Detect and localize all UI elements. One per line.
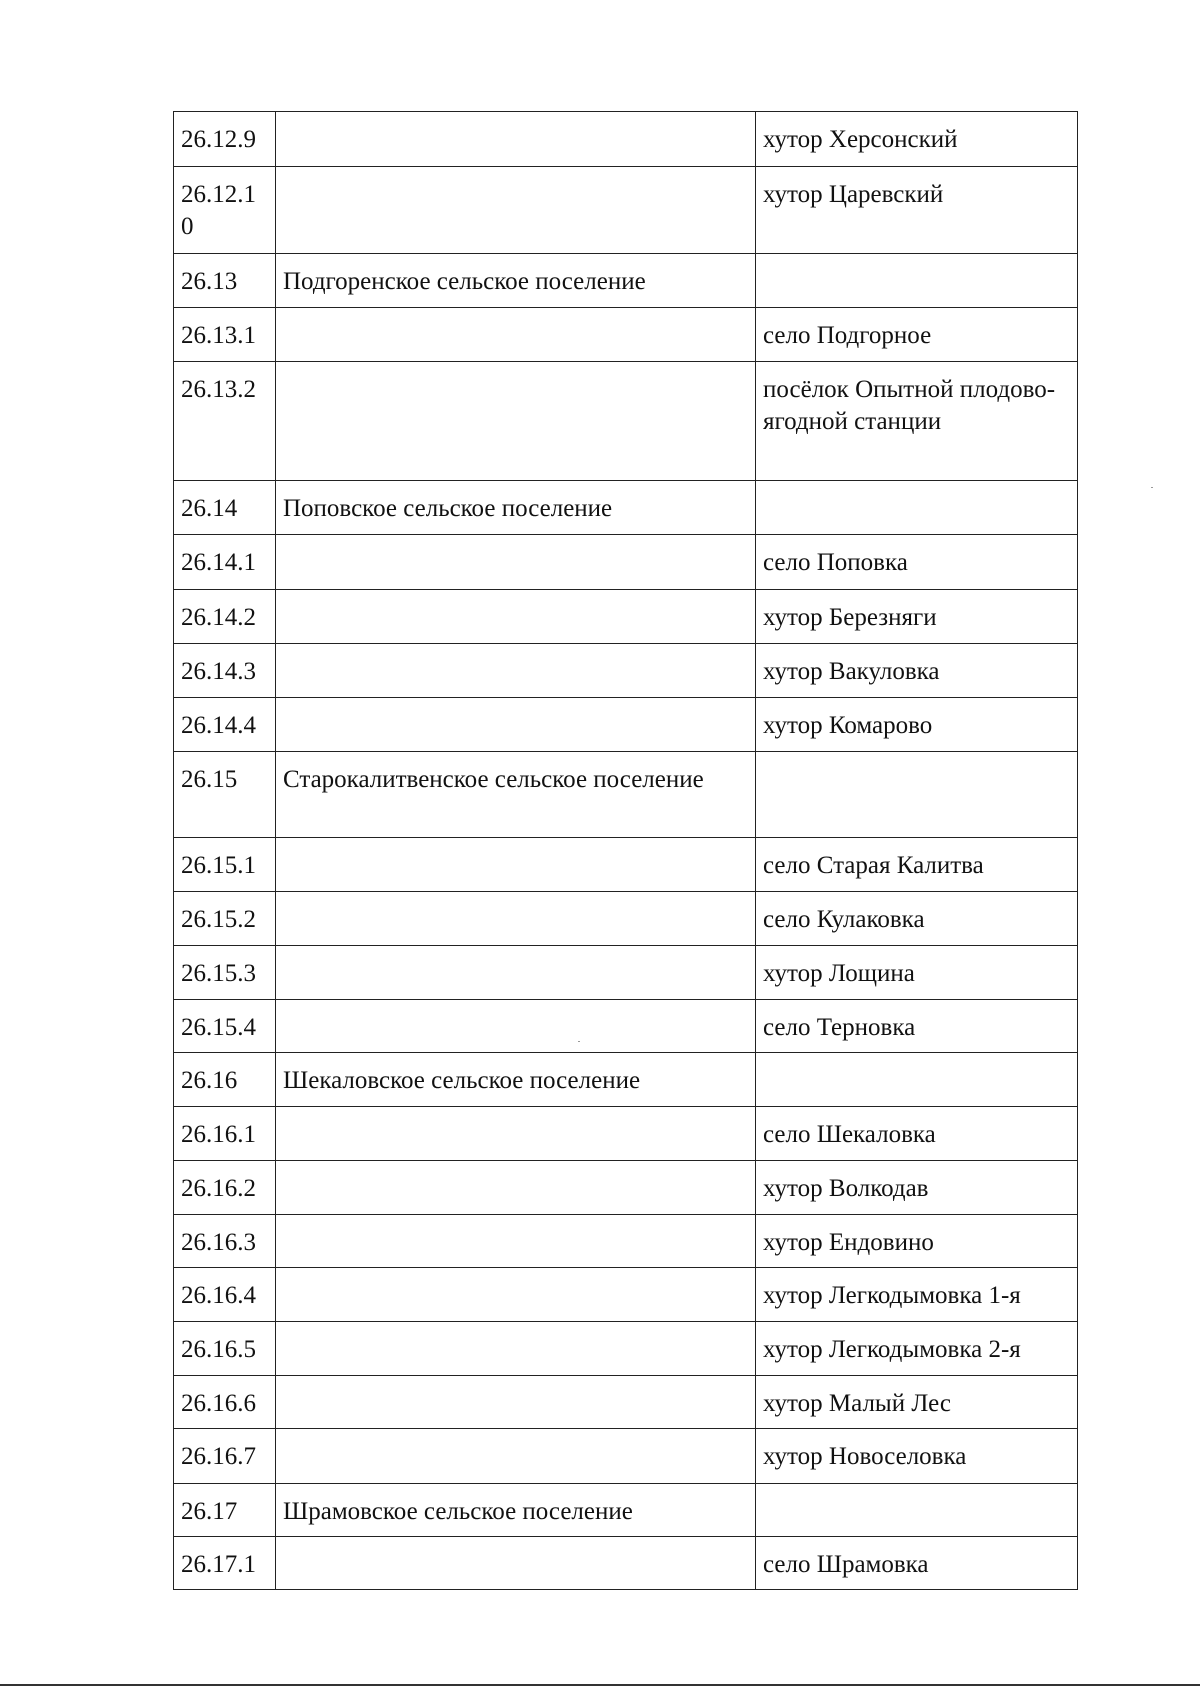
locality-name-cell: хутор Березняги [756, 590, 1078, 644]
table-body [174, 112, 1078, 1590]
locality-name-cell: село Шекаловка [756, 1107, 1078, 1161]
settlement-name-cell [276, 1429, 756, 1484]
row-number-cell: 26.14.1 [174, 535, 276, 590]
table-row [174, 838, 1078, 892]
settlement-name-cell: Шрамовское сельское поселение [276, 1484, 756, 1537]
settlements-table [173, 111, 1078, 1590]
locality-name-cell: хутор Легкодымовка 2-я [756, 1322, 1078, 1376]
locality-name-cell: село Подгорное [756, 308, 1078, 362]
locality-name-cell: хутор Комарово [756, 698, 1078, 752]
table-row [174, 1484, 1078, 1537]
locality-name-cell: хутор Херсонский [756, 112, 1078, 167]
row-number-cell: 26.15.4 [174, 1000, 276, 1053]
settlement-name-cell [276, 590, 756, 644]
table-row [174, 892, 1078, 946]
row-number-cell: 26.13.2 [174, 362, 276, 481]
settlement-name-cell [276, 644, 756, 698]
locality-name-cell: село Терновка [756, 1000, 1078, 1053]
table-row [174, 1000, 1078, 1053]
table-row [174, 752, 1078, 838]
row-number-cell: 26.13.1 [174, 308, 276, 362]
row-number-cell: 26.12.1 0 [174, 167, 276, 254]
settlement-name-cell [276, 362, 756, 481]
row-number-cell: 26.16 [174, 1053, 276, 1107]
locality-name-cell: хутор Новоселовка [756, 1429, 1078, 1484]
locality-name-cell [756, 254, 1078, 308]
row-number-cell: 26.16.6 [174, 1376, 276, 1429]
table-row [174, 590, 1078, 644]
row-number-cell: 26.16.7 [174, 1429, 276, 1484]
table-row [174, 1376, 1078, 1429]
table-row [174, 1322, 1078, 1376]
table-row [174, 362, 1078, 481]
row-number-cell: 26.15.2 [174, 892, 276, 946]
table-row [174, 1161, 1078, 1215]
row-number-cell: 26.14.3 [174, 644, 276, 698]
settlement-name-cell [276, 1215, 756, 1268]
page-bottom-rule [0, 1684, 1200, 1686]
settlement-name-cell [276, 308, 756, 362]
table-row [174, 644, 1078, 698]
row-number-cell: 26.16.3 [174, 1215, 276, 1268]
locality-name-cell: хутор Волкодав [756, 1161, 1078, 1215]
settlement-name-cell [276, 946, 756, 1000]
row-number-cell: 26.16.4 [174, 1268, 276, 1322]
locality-name-cell: хутор Вакуловка [756, 644, 1078, 698]
table-row [174, 1429, 1078, 1484]
settlement-name-cell [276, 1537, 756, 1590]
table-row [174, 112, 1078, 167]
row-number-cell: 26.14.4 [174, 698, 276, 752]
row-number-cell: 26.16.5 [174, 1322, 276, 1376]
row-number-cell: 26.15.3 [174, 946, 276, 1000]
table-row [174, 698, 1078, 752]
table-row [174, 1053, 1078, 1107]
settlement-name-cell [276, 1376, 756, 1429]
locality-name-cell: хутор Легкодымовка 1-я [756, 1268, 1078, 1322]
locality-name-cell: село Поповка [756, 535, 1078, 590]
locality-name-cell: село Кулаковка [756, 892, 1078, 946]
locality-name-cell: хутор Лощина [756, 946, 1078, 1000]
row-number-cell: 26.12.9 [174, 112, 276, 167]
table-row [174, 1215, 1078, 1268]
row-number-cell: 26.16.2 [174, 1161, 276, 1215]
settlement-name-cell [276, 1107, 756, 1161]
table-row [174, 1268, 1078, 1322]
settlement-name-cell [276, 1161, 756, 1215]
locality-name-cell: хутор Ендовино [756, 1215, 1078, 1268]
row-number-cell: 26.14 [174, 481, 276, 535]
settlement-name-cell: Старокалитвенское сельское поселение [276, 752, 756, 838]
settlement-name-cell: Подгоренское сельское поселение [276, 254, 756, 308]
table-row [174, 1107, 1078, 1161]
table-row [174, 946, 1078, 1000]
locality-name-cell: хутор Царевский [756, 167, 1078, 254]
locality-name-cell: село Шрамовка [756, 1537, 1078, 1590]
settlement-name-cell [276, 1268, 756, 1322]
settlement-name-cell [276, 1000, 756, 1053]
table-row [174, 535, 1078, 590]
locality-name-cell [756, 1053, 1078, 1107]
row-number-cell: 26.16.1 [174, 1107, 276, 1161]
locality-name-cell: село Старая Калитва [756, 838, 1078, 892]
locality-name-cell [756, 481, 1078, 535]
row-number-cell: 26.17.1 [174, 1537, 276, 1590]
table-row [174, 254, 1078, 308]
locality-name-cell: посёлок Опытной плодово-ягодной станции [756, 362, 1078, 481]
scan-speck [1151, 487, 1153, 488]
locality-name-cell [756, 1484, 1078, 1537]
row-number-cell: 26.14.2 [174, 590, 276, 644]
row-number-cell: 26.15 [174, 752, 276, 838]
table-row [174, 481, 1078, 535]
settlement-name-cell: Поповское сельское поселение [276, 481, 756, 535]
settlement-name-cell [276, 112, 756, 167]
table-row [174, 1537, 1078, 1590]
scan-speck [578, 1041, 580, 1042]
row-number-cell: 26.13 [174, 254, 276, 308]
settlement-name-cell [276, 535, 756, 590]
settlement-name-cell [276, 167, 756, 254]
locality-name-cell: хутор Малый Лес [756, 1376, 1078, 1429]
table-row [174, 167, 1078, 254]
settlement-name-cell [276, 838, 756, 892]
table-row [174, 308, 1078, 362]
locality-name-cell [756, 752, 1078, 838]
row-number-cell: 26.17 [174, 1484, 276, 1537]
settlement-name-cell: Шекаловское сельское поселение [276, 1053, 756, 1107]
settlement-name-cell [276, 698, 756, 752]
settlement-name-cell [276, 1322, 756, 1376]
row-number-cell: 26.15.1 [174, 838, 276, 892]
settlement-name-cell [276, 892, 756, 946]
